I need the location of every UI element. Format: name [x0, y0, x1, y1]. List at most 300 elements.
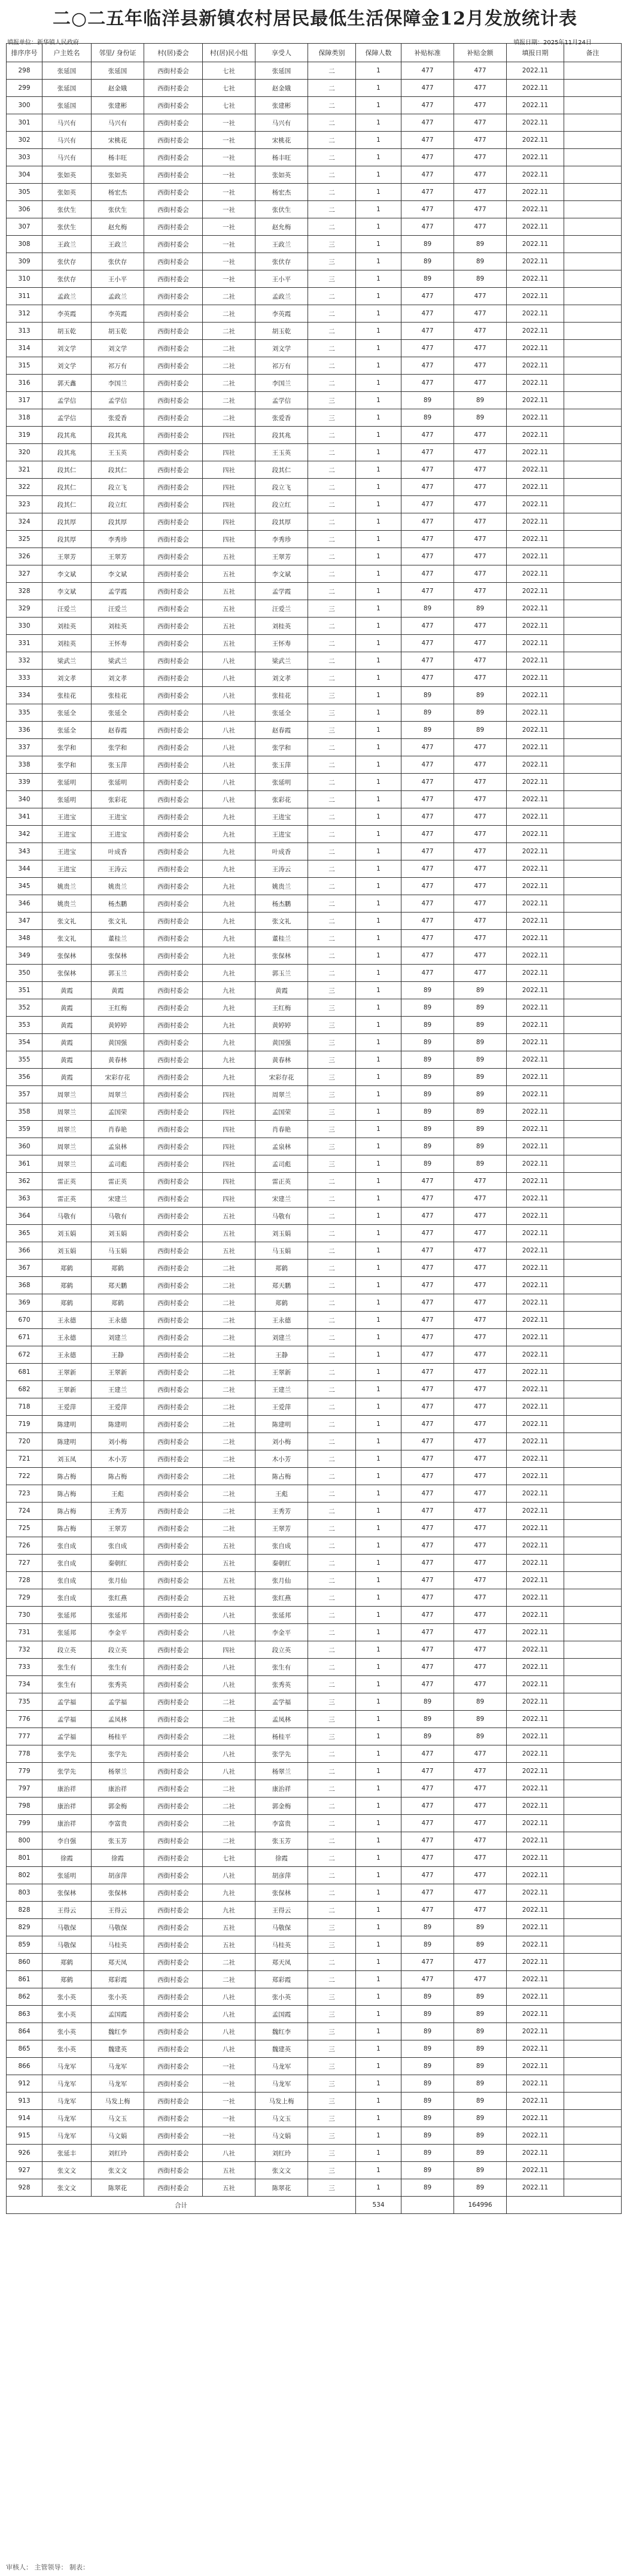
table-cell — [564, 1086, 622, 1103]
table-cell — [564, 999, 622, 1017]
table-cell: 张爱香 — [255, 409, 308, 427]
table-cell: 张文文 — [255, 2162, 308, 2179]
table-cell: 九社 — [203, 913, 255, 930]
table-cell: 477 — [401, 1659, 454, 1676]
table-cell: 89 — [454, 2179, 507, 2197]
table-cell: 一社 — [203, 236, 255, 253]
table-cell: 1 — [356, 1103, 401, 1121]
table-cell: 1 — [356, 1051, 401, 1069]
table-cell: 1 — [356, 1728, 401, 1745]
table-cell: 三 — [308, 1693, 356, 1711]
table-cell: 2022.11 — [507, 270, 564, 288]
table-cell — [564, 132, 622, 149]
column-header — [255, 44, 308, 62]
table-cell: 1 — [356, 618, 401, 635]
table-cell: 477 — [401, 1572, 454, 1589]
table-cell: 477 — [454, 479, 507, 496]
table-cell: 1 — [356, 305, 401, 323]
table-cell: 九社 — [203, 930, 255, 947]
table-cell: 陈建明 — [42, 1433, 92, 1450]
table-cell: 郭玉兰 — [255, 965, 308, 982]
table-cell: 2022.11 — [507, 583, 564, 600]
table-cell: 477 — [401, 756, 454, 774]
table-cell: 七社 — [203, 80, 255, 97]
table-cell: 胡玉乾 — [92, 323, 144, 340]
table-cell: 一社 — [203, 2110, 255, 2127]
table-cell: 89 — [454, 2145, 507, 2162]
table-cell: 四社 — [203, 427, 255, 444]
table-cell: 二社 — [203, 1398, 255, 1416]
table-cell: 西街村委会 — [144, 860, 203, 878]
table-cell: 2022.11 — [507, 895, 564, 913]
table-row — [7, 1520, 622, 1537]
table-row — [7, 1138, 622, 1155]
table-cell: 2022.11 — [507, 1954, 564, 1971]
table-cell: 2022.11 — [507, 930, 564, 947]
table-cell: 310 — [7, 270, 42, 288]
table-cell: 1 — [356, 1346, 401, 1364]
table-cell: 刘建兰 — [255, 1329, 308, 1346]
table-cell — [564, 965, 622, 982]
table-cell: 928 — [7, 2179, 42, 2197]
table-cell: 张如英 — [42, 166, 92, 184]
table-cell: 二 — [308, 1902, 356, 1919]
table-row — [7, 1798, 622, 1815]
table-cell — [564, 548, 622, 565]
table-row — [7, 1902, 622, 1919]
table-cell: 1 — [356, 947, 401, 965]
table-cell: 张延全 — [42, 704, 92, 722]
table-cell: 叶成香 — [92, 843, 144, 860]
table-cell: 672 — [7, 1346, 42, 1364]
column-header-label: 邻里/ 身份证 — [99, 48, 136, 57]
table-row — [7, 756, 622, 774]
table-cell — [564, 1034, 622, 1051]
table-cell — [564, 1485, 622, 1503]
table-row — [7, 496, 622, 513]
table-cell: 89 — [454, 982, 507, 999]
table-cell: 孟凤林 — [255, 1711, 308, 1728]
table-cell: 西街村委会 — [144, 1485, 203, 1503]
table-cell: 778 — [7, 1745, 42, 1763]
table-cell — [564, 635, 622, 652]
table-cell: 孟学信 — [92, 392, 144, 409]
table-cell — [564, 305, 622, 323]
table-cell: 黄霞 — [255, 982, 308, 999]
table-cell — [564, 2127, 622, 2145]
table-row — [7, 1277, 622, 1294]
table-cell: 477 — [454, 531, 507, 548]
table-cell: 徐霞 — [255, 1850, 308, 1867]
table-cell: 张文文 — [92, 2162, 144, 2179]
table-cell: 张学和 — [92, 739, 144, 756]
table-cell: 西街村委会 — [144, 1416, 203, 1433]
table-cell: 刘文孝 — [92, 670, 144, 687]
table-cell — [564, 583, 622, 600]
table-cell: 刘玉娟 — [42, 1225, 92, 1242]
table-cell: 477 — [454, 184, 507, 201]
table-cell: 348 — [7, 930, 42, 947]
table-cell: 西街村委会 — [144, 1780, 203, 1798]
table-cell: 八社 — [203, 2145, 255, 2162]
table-cell — [564, 1138, 622, 1155]
table-cell: 89 — [454, 2040, 507, 2058]
table-cell: 2022.11 — [507, 618, 564, 635]
table-cell: 2022.11 — [507, 1711, 564, 1728]
table-row — [7, 323, 622, 340]
table-cell: 360 — [7, 1138, 42, 1155]
table-cell: 1 — [356, 982, 401, 999]
table-cell — [564, 982, 622, 999]
table-row — [7, 1121, 622, 1138]
table-cell: 2022.11 — [507, 2145, 564, 2162]
table-cell: 二 — [308, 513, 356, 531]
table-cell: 1 — [356, 2127, 401, 2145]
table-cell: 2022.11 — [507, 1884, 564, 1902]
table-cell: 89 — [401, 982, 454, 999]
table-cell: 477 — [454, 375, 507, 392]
table-cell: 2022.11 — [507, 1815, 564, 1832]
table-cell: 2022.11 — [507, 1659, 564, 1676]
table-cell: 682 — [7, 1381, 42, 1398]
table-cell: 89 — [401, 2075, 454, 2093]
table-cell: 二 — [308, 305, 356, 323]
table-cell: 西街村委会 — [144, 1155, 203, 1173]
table-row — [7, 739, 622, 756]
table-cell: 89 — [454, 270, 507, 288]
table-cell: 宋建兰 — [255, 1190, 308, 1208]
table-row — [7, 1103, 622, 1121]
table-cell: 477 — [401, 340, 454, 357]
table-cell: 郑鹤 — [42, 1971, 92, 1988]
table-cell: 346 — [7, 895, 42, 913]
table-cell: 89 — [454, 999, 507, 1017]
table-cell: 2022.11 — [507, 375, 564, 392]
table-cell: 三 — [308, 1988, 356, 2006]
table-cell: 王永德 — [255, 1312, 308, 1329]
table-cell: 1 — [356, 1676, 401, 1693]
table-cell: 477 — [454, 132, 507, 149]
table-cell: 王翠芳 — [255, 1520, 308, 1537]
table-cell: 477 — [401, 1867, 454, 1884]
table-cell — [564, 1155, 622, 1173]
table-cell — [564, 618, 622, 635]
table-cell: 李富贵 — [255, 1815, 308, 1832]
table-cell: 三 — [308, 687, 356, 704]
table-cell: 477 — [454, 1346, 507, 1364]
table-cell: 段立红 — [255, 496, 308, 513]
table-cell: 913 — [7, 2093, 42, 2110]
table-row — [7, 808, 622, 826]
table-cell: 二 — [308, 1763, 356, 1780]
table-row — [7, 965, 622, 982]
table-cell: 三 — [308, 722, 356, 739]
table-cell — [564, 930, 622, 947]
table-row — [7, 1086, 622, 1103]
table-row — [7, 513, 622, 531]
table-cell: 西街村委会 — [144, 236, 203, 253]
table-cell: 西街村委会 — [144, 1867, 203, 1884]
table-cell: 477 — [401, 114, 454, 132]
table-cell: 西街村委会 — [144, 2040, 203, 2058]
table-cell: 西街村委会 — [144, 479, 203, 496]
table-cell: 五社 — [203, 635, 255, 652]
table-cell: 孟司彪 — [92, 1155, 144, 1173]
table-cell: 董桂兰 — [255, 930, 308, 947]
column-header — [564, 44, 622, 62]
table-row — [7, 722, 622, 739]
table-cell: 孟学信 — [42, 392, 92, 409]
table-row — [7, 2040, 622, 2058]
table-cell: 张小英 — [42, 2040, 92, 2058]
table-cell: 西街村委会 — [144, 513, 203, 531]
table-cell: 681 — [7, 1364, 42, 1381]
table-cell: 1 — [356, 843, 401, 860]
table-cell: 八社 — [203, 2040, 255, 2058]
table-cell: 2022.11 — [507, 444, 564, 461]
table-cell: 二 — [308, 1555, 356, 1572]
table-cell: 1 — [356, 253, 401, 270]
table-cell: 352 — [7, 999, 42, 1017]
table-cell — [564, 531, 622, 548]
table-cell: 王永德 — [42, 1312, 92, 1329]
table-cell: 2022.11 — [507, 1225, 564, 1242]
table-cell: 周翠兰 — [92, 1086, 144, 1103]
table-cell: 2022.11 — [507, 201, 564, 218]
table-cell: 王爱萍 — [92, 1398, 144, 1416]
table-cell: 477 — [454, 652, 507, 670]
table-cell: 2022.11 — [507, 2110, 564, 2127]
table-cell: 477 — [401, 1450, 454, 1468]
table-row — [7, 218, 622, 236]
table-cell: 八社 — [203, 722, 255, 739]
table-cell — [564, 1468, 622, 1485]
table-cell — [564, 1745, 622, 1763]
table-cell: 89 — [401, 2127, 454, 2145]
table-cell: 马敬有 — [255, 1208, 308, 1225]
table-cell: 三 — [308, 409, 356, 427]
table-cell: 西街村委会 — [144, 184, 203, 201]
table-cell: 477 — [401, 513, 454, 531]
table-row — [7, 1468, 622, 1485]
table-cell: 八社 — [203, 1676, 255, 1693]
table-row — [7, 982, 622, 999]
table-cell: 八社 — [203, 1659, 255, 1676]
table-row — [7, 1936, 622, 1954]
table-cell: 477 — [401, 288, 454, 305]
table-cell: 1 — [356, 930, 401, 947]
table-cell: 312 — [7, 305, 42, 323]
table-cell: 1 — [356, 2023, 401, 2040]
table-cell: 2022.11 — [507, 1398, 564, 1416]
table-cell: 九社 — [203, 1034, 255, 1051]
table-cell: 张生有 — [92, 1659, 144, 1676]
table-cell: 1 — [356, 2145, 401, 2162]
table-cell: 1 — [356, 1260, 401, 1277]
table-cell — [564, 427, 622, 444]
table-row — [7, 62, 622, 80]
table-cell: 865 — [7, 2040, 42, 2058]
table-cell: 477 — [454, 1884, 507, 1902]
table-cell: 477 — [401, 1537, 454, 1555]
table-cell: 926 — [7, 2145, 42, 2162]
table-cell: 二社 — [203, 1485, 255, 1503]
table-cell — [564, 2058, 622, 2075]
table-cell: 477 — [401, 1468, 454, 1485]
table-cell: 四社 — [203, 1641, 255, 1659]
table-cell: 89 — [454, 1988, 507, 2006]
table-cell: 二社 — [203, 1520, 255, 1537]
table-cell: 2022.11 — [507, 323, 564, 340]
table-cell — [564, 600, 622, 618]
table-cell: 89 — [401, 687, 454, 704]
table-cell: 杨桂平 — [255, 1728, 308, 1745]
table-cell: 799 — [7, 1815, 42, 1832]
table-cell: 89 — [401, 1138, 454, 1155]
table-cell: 八社 — [203, 2006, 255, 2023]
table-cell: 2022.11 — [507, 1676, 564, 1693]
table-cell: 二 — [308, 1798, 356, 1815]
table-cell: 477 — [454, 1780, 507, 1798]
table-cell: 477 — [454, 565, 507, 583]
table-cell: 王建兰 — [92, 1381, 144, 1398]
table-cell: 477 — [401, 1850, 454, 1867]
table-cell: 477 — [401, 1277, 454, 1294]
table-cell: 康治祥 — [255, 1780, 308, 1798]
table-cell: 张自成 — [42, 1589, 92, 1607]
table-row — [7, 1624, 622, 1641]
table-cell: 段立英 — [92, 1641, 144, 1659]
table-cell: 一社 — [203, 2058, 255, 2075]
table-row — [7, 1294, 622, 1312]
table-cell: 木小芳 — [92, 1450, 144, 1468]
table-cell: 340 — [7, 791, 42, 808]
table-cell: 西街村委会 — [144, 704, 203, 722]
table-cell: 2022.11 — [507, 826, 564, 843]
table-cell: 477 — [454, 1260, 507, 1277]
table-cell: 黄婷婷 — [92, 1017, 144, 1034]
table-cell: 康治祥 — [42, 1815, 92, 1832]
table-cell: 祁万有 — [255, 357, 308, 375]
table-cell: 331 — [7, 635, 42, 652]
table-cell: 二 — [308, 375, 356, 392]
table-cell: 王怀寿 — [92, 635, 144, 652]
table-cell: 赵允梅 — [255, 218, 308, 236]
table-cell: 八社 — [203, 1867, 255, 1884]
table-cell: 477 — [454, 878, 507, 895]
table-cell: 张伏生 — [42, 218, 92, 236]
table-cell: 二 — [308, 479, 356, 496]
table-cell: 西街村委会 — [144, 687, 203, 704]
table-cell: 马兴有 — [42, 114, 92, 132]
signature-footer: 审核人： 主管领导： 制表： — [6, 2563, 89, 2571]
table-cell: 89 — [401, 2023, 454, 2040]
table-row — [7, 1260, 622, 1277]
table-cell: 2022.11 — [507, 1294, 564, 1312]
table-cell: 西街村委会 — [144, 1798, 203, 1815]
table-cell: 800 — [7, 1832, 42, 1850]
total-blank — [401, 2197, 454, 2214]
table-cell: 郑鹤 — [42, 1277, 92, 1294]
table-cell: 477 — [454, 826, 507, 843]
table-cell: 二 — [308, 114, 356, 132]
table-row — [7, 201, 622, 218]
table-cell: 西街村委会 — [144, 1711, 203, 1728]
table-cell: 1 — [356, 808, 401, 826]
table-cell: 王进宝 — [92, 808, 144, 826]
table-cell: 477 — [401, 1589, 454, 1607]
table-cell: 89 — [401, 1103, 454, 1121]
table-row — [7, 1312, 622, 1329]
table-cell: 郑天鹏 — [255, 1277, 308, 1294]
table-cell: 八社 — [203, 756, 255, 774]
table-cell: 黄霞 — [42, 982, 92, 999]
table-cell: 1 — [356, 739, 401, 756]
table-cell: 西街村委会 — [144, 843, 203, 860]
table-cell: 西街村委会 — [144, 1728, 203, 1745]
table-cell: 八社 — [203, 774, 255, 791]
table-cell: 陈翠花 — [255, 2179, 308, 2197]
table-cell: 王进宝 — [42, 843, 92, 860]
table-cell: 326 — [7, 548, 42, 565]
table-cell: 二 — [308, 288, 356, 305]
table-cell: 李文斌 — [255, 565, 308, 583]
table-cell: 李英霞 — [42, 305, 92, 323]
table-cell — [564, 774, 622, 791]
table-cell: 477 — [454, 913, 507, 930]
table-cell: 477 — [454, 427, 507, 444]
table-cell: 366 — [7, 1242, 42, 1260]
table-cell: 二社 — [203, 1381, 255, 1398]
table-cell: 304 — [7, 166, 42, 184]
table-cell: 杨丰旺 — [92, 149, 144, 166]
table-cell: 1 — [356, 461, 401, 479]
table-cell: 477 — [401, 1971, 454, 1988]
table-cell: 2022.11 — [507, 2040, 564, 2058]
table-cell: 二社 — [203, 1693, 255, 1711]
table-cell: 477 — [401, 1312, 454, 1329]
table-cell: 二社 — [203, 392, 255, 409]
table-cell: 477 — [401, 895, 454, 913]
table-cell: 张保林 — [255, 1884, 308, 1902]
table-cell: 1 — [356, 62, 401, 80]
table-cell: 89 — [401, 1936, 454, 1954]
table-cell: 719 — [7, 1416, 42, 1433]
table-row — [7, 80, 622, 97]
table-cell: 段其兆 — [42, 427, 92, 444]
table-cell: 八社 — [203, 1763, 255, 1780]
table-row — [7, 1034, 622, 1051]
table-cell: 477 — [454, 166, 507, 184]
table-cell: 二 — [308, 1676, 356, 1693]
table-cell — [564, 1450, 622, 1468]
table-cell — [564, 565, 622, 583]
table-cell: 李秀珍 — [92, 531, 144, 548]
table-cell: 721 — [7, 1450, 42, 1468]
table-cell: 九社 — [203, 895, 255, 913]
table-cell — [564, 479, 622, 496]
table-cell: 89 — [401, 409, 454, 427]
table-row — [7, 288, 622, 305]
table-cell: 89 — [454, 1017, 507, 1034]
table-cell: 1 — [356, 1763, 401, 1780]
table-cell: 477 — [454, 201, 507, 218]
table-cell: 张延明 — [92, 774, 144, 791]
table-cell: 1 — [356, 288, 401, 305]
table-cell: 郑鹤 — [255, 1294, 308, 1312]
table-cell: 1 — [356, 1450, 401, 1468]
table-cell: 477 — [401, 357, 454, 375]
